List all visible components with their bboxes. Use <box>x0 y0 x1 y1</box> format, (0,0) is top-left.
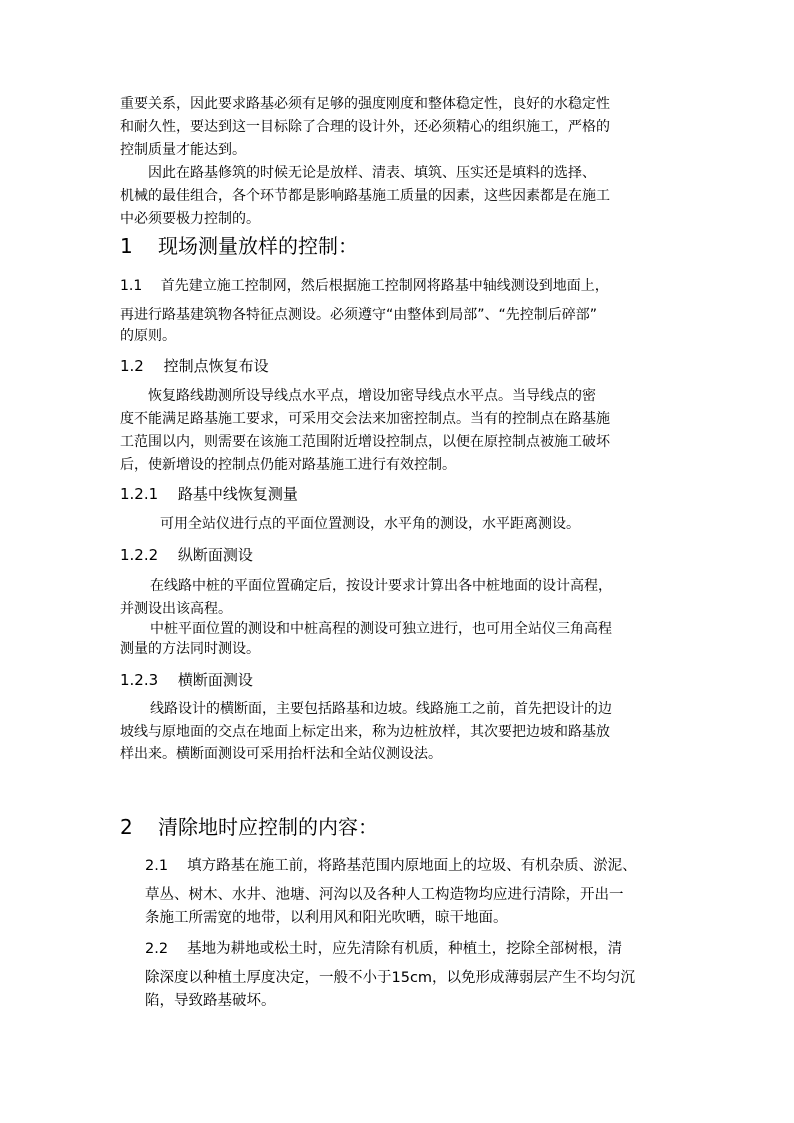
section-2-number: 2 <box>120 815 133 839</box>
s1-1-line-3: 的原则。 <box>120 328 176 344</box>
intro-para1-line-2: 和耐久性，要达到这一目标除了合理的设计外，还必须精心的组织施工，严格的 <box>120 119 610 135</box>
s1-2-3-heading: 1.2.3 横断面测设 <box>120 671 253 689</box>
s1-2-2-heading: 1.2.2 纵断面测设 <box>120 546 253 564</box>
section-1-number: 1 <box>120 234 133 258</box>
s1-2-3-line-2: 坡线与原地面的交点在地面上标定出来，称为边桩放样，其次要把边坡和路基放 <box>120 724 610 740</box>
s2-1-line-3: 条施工所需宽的地带，以利用风和阳光吹晒，晾干地面。 <box>145 910 508 926</box>
s1-1-line-1: 1.1 首先建立施工控制网，然后根据施工控制网将路基中轴线测设到地面上， <box>120 278 609 294</box>
intro-para2-line-2: 机械的最佳组合，各个环节都是影响路基施工质量的因素，这些因素都是在施工 <box>120 188 610 204</box>
s1-2-line-4: 后，使新增设的控制点仍能对路基施工进行有效控制。 <box>120 457 456 473</box>
s1-2-2-line-4: 测量的方法同时测设。 <box>120 641 260 657</box>
intro-para1-line-1: 重要关系，因此要求路基必须有足够的强度刚度和整体稳定性，良好的水稳定性 <box>120 96 610 112</box>
s2-2-line-2: 除深度以种植土厚度决定，一般不小于15cm，以免形成薄弱层产生不均匀沉 <box>145 970 636 986</box>
s1-2-3-line-1: 线路设计的横断面，主要包括路基和边坡。线路施工之前，首先把设计的边 <box>150 701 612 717</box>
section-1-title: 现场测量放样的控制： <box>158 234 358 258</box>
s2-1-line-2: 草丛、树木、水井、池塘、河沟以及各种人工构造物均应进行清除，开出一 <box>145 887 624 903</box>
s1-2-line-2: 度不能满足路基施工要求，可采用交会法来加密控制点。当有的控制点在路基施 <box>120 411 610 427</box>
intro-para2-line-3: 中必须要极力控制的。 <box>120 211 260 227</box>
s1-2-line-3: 工范围以内，则需要在该施工范围附近增设控制点，以便在原控制点被施工破坏 <box>120 434 610 450</box>
s1-1-line-2: 再进行路基建筑物各特征点测设。必须遵守“由整体到局部”、“先控制后碎部” <box>120 307 598 323</box>
s1-2-2-line-2: 并测设出该高程。 <box>120 601 232 617</box>
s2-2-line-1: 2.2 基地为耕地或松土时，应先清除有机质，种植土，挖除全部树根，清 <box>145 941 623 957</box>
intro-para2-line-1: 因此在路基修筑的时候无论是放样、清表、填筑、压实还是填料的选择、 <box>148 165 596 181</box>
s2-1-line-1: 2.1 填方路基在施工前，将路基范围内原地面上的垃圾、有机杂质、淤泥、 <box>145 858 637 874</box>
s2-2-line-3: 陷，导致路基破坏。 <box>145 993 276 1009</box>
s1-2-1-line-1: 可用全站仪进行点的平面位置测设，水平角的测设，水平距离测设。 <box>160 516 580 532</box>
s1-2-1-heading: 1.2.1 路基中线恢复测量 <box>120 485 298 503</box>
intro-para1-line-3: 控制质量才能达到。 <box>120 142 246 158</box>
s1-2-3-line-3: 样出来。横断面测设可采用抬杆法和全站仪测设法。 <box>120 746 442 762</box>
s1-2-line-1: 恢复路线勘测所设导线点水平点，增设加密导线点水平点。当导线点的密 <box>148 388 596 404</box>
s1-2-heading: 1.2 控制点恢复布设 <box>120 357 269 375</box>
s1-2-2-line-3: 中桩平面位置的测设和中桩高程的测设可独立进行，也可用全站仪三角高程 <box>150 621 612 637</box>
section-2-title: 清除地时应控制的内容： <box>158 815 378 839</box>
s1-2-2-line-1: 在线路中桩的平面位置确定后，按设计要求计算出各中桩地面的设计高程， <box>150 578 612 594</box>
